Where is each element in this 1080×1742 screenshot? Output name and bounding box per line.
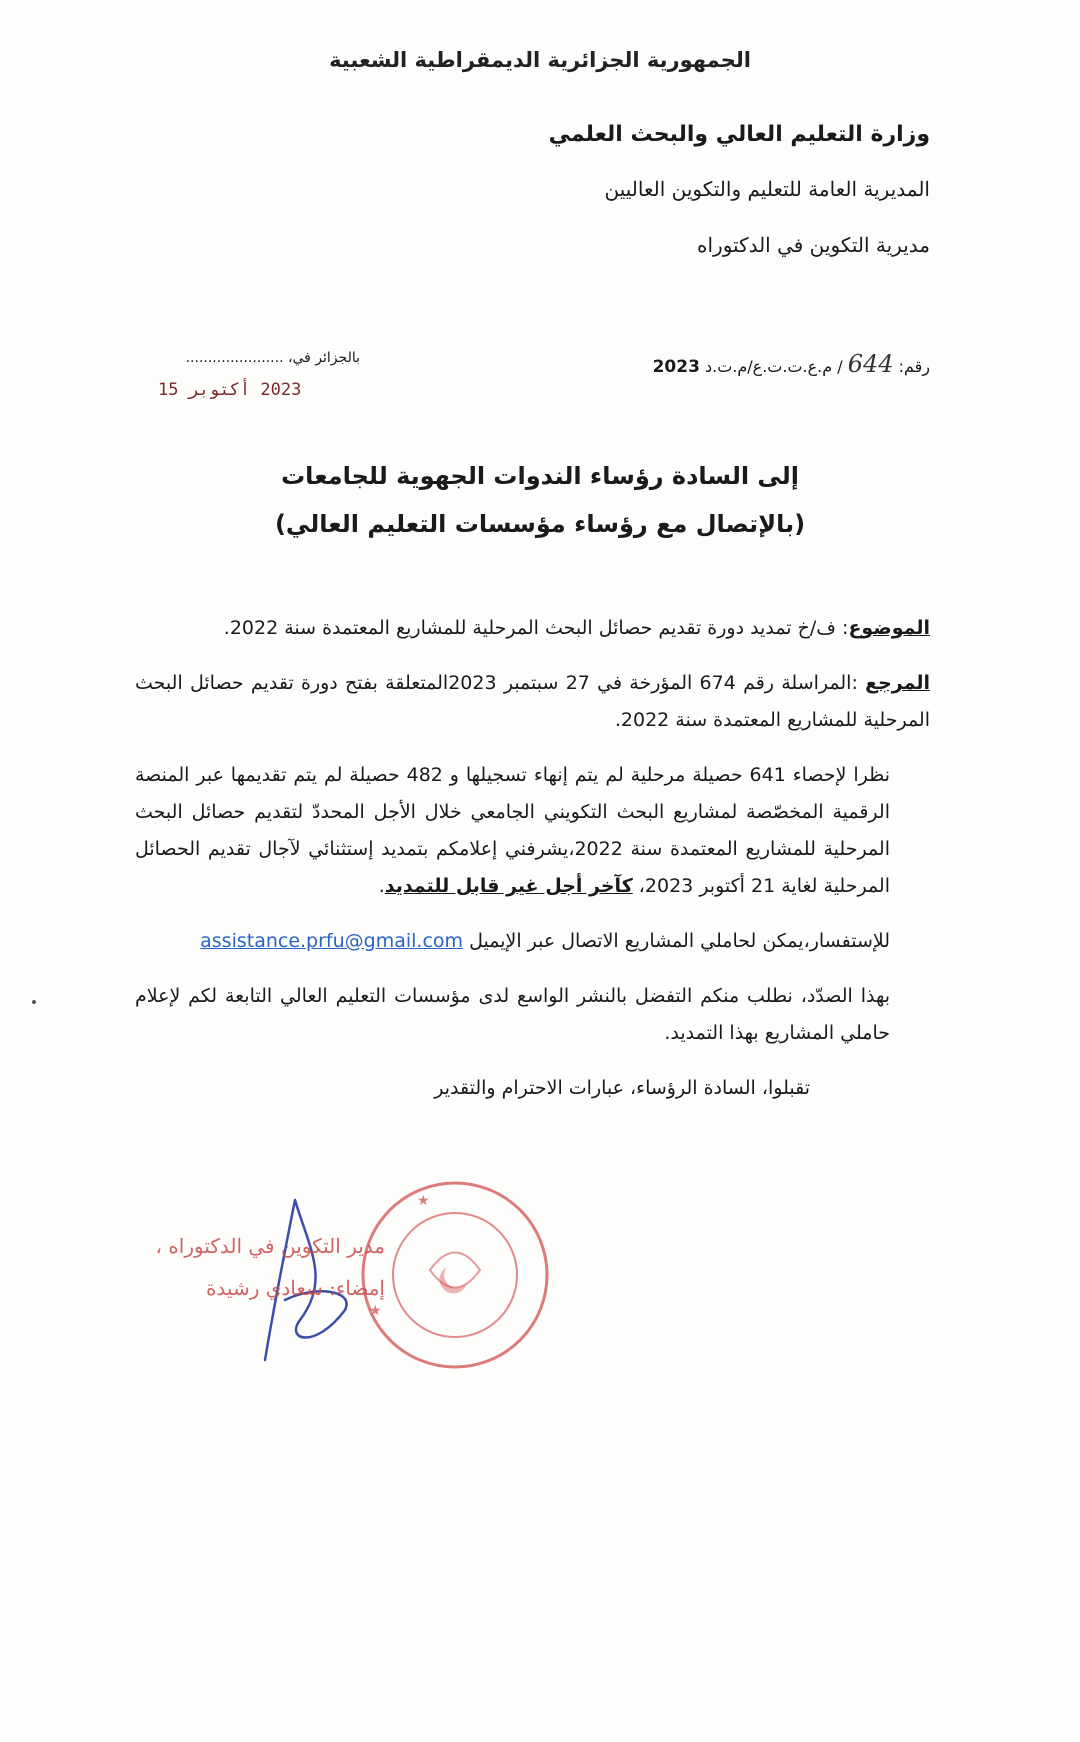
subject-label: الموضوع (848, 617, 930, 639)
reference-paragraph (135, 665, 930, 739)
closing-line: تقبلوا، السادة الرؤساء، عبارات الاحترام والتقدير (434, 1077, 810, 1099)
letter-body (135, 610, 930, 1125)
reference-label: المرجع (865, 672, 930, 694)
seal-crescent (439, 1267, 467, 1293)
recipient-line-1: إلى السادة رؤساء الندوات الجهوية للجامعات (281, 462, 799, 490)
date-stamp: 2023 أكتوبر 15 (158, 380, 302, 400)
seal-star-top: ★ (417, 1193, 430, 1209)
subject-paragraph (135, 610, 930, 647)
official-seal-stamp (355, 1175, 555, 1375)
seal-inner-ring (393, 1213, 517, 1337)
sub-directorate-name: مديرية التكوين في الدكتوراه (697, 233, 930, 257)
recipient-line-2: (بالإتصال مع رؤساء مؤسسات التعليم العالي) (274, 510, 806, 538)
signature-name: إمضاء: سعادي رشيدة (205, 1276, 385, 1300)
inquiry-text: للإستفسار،يمكن لحاملي المشاريع الاتصال عبر الإيميل (463, 930, 890, 952)
reference-number: 644 (847, 350, 894, 378)
reference-number-line (610, 350, 930, 378)
inquiry-paragraph (135, 923, 930, 960)
signature-block (125, 1225, 385, 1309)
seal-outer-ring (363, 1183, 547, 1367)
scan-speck (32, 1000, 36, 1004)
signature-title: مدير التكوين في الدكتوراه ، (155, 1234, 385, 1258)
publication-paragraph: بهذا الصدّد، نطلب منكم التفضل بالنشر الواسع لدى مؤسسات التعليم العالي التابعة لكم لإعلام حاملي المشاريع بهذا التمديد. (135, 985, 890, 1044)
reference-year: 2023 (652, 357, 700, 377)
seal-emblem (430, 1253, 480, 1288)
deadline-note: كآخر أجل غير قابل للتمديد (384, 875, 633, 897)
deadline-period: . (378, 875, 385, 897)
seal-star-bottom: ★ (369, 1303, 382, 1319)
subject-text: : ف/خ تمديد دورة تقديم حصائل البحث المرحلية للمشاريع المعتمدة سنة 2022. (223, 617, 849, 639)
place-date-line: بالجزائر في، ...................... (185, 350, 360, 366)
directorate-name: المديرية العامة للتعليم والتكوين العاليين (604, 177, 930, 201)
ministry-name: وزارة التعليم العالي والبحث العلمي (548, 122, 930, 147)
reference-text: :المراسلة رقم 674 المؤرخة في 27 سبتمبر 2023المتعلقة بفتح دورة تقديم حصائل البحث المرحلية للمشاريع المعتمدة سنة 2022. (135, 672, 930, 731)
letterhead (410, 122, 930, 257)
main-paragraph (135, 757, 930, 905)
republic-title: الجمهورية الجزائرية الديمقراطية الشعبية (329, 48, 751, 72)
reference-prefix: رقم: (893, 357, 930, 376)
email-link[interactable]: assistance.prfu@gmail.com (200, 930, 464, 952)
recipient-block (0, 452, 1080, 548)
main-paragraph-text: نظرا لإحصاء 641 حصيلة مرحلية لم يتم إنهاء تسجيلها و 482 حصيلة لم يتم تقديمها عبر المنصة الرقمية المخصّصة لمشاريع البحث التكويني الجامعي خلال الأجل المحددّ لتقديم حصائل البحث المرحلية للمشاريع المعتمدة سنة 2022،يشرفني إعلامكم بتمديد إستثنائي لآجال تقديم الحصائل المرحلية لغاية 21 أكتوبر 2023، (135, 764, 891, 897)
reference-code: / م.ع.ت.ت.ع/م.ت.د (699, 357, 848, 376)
